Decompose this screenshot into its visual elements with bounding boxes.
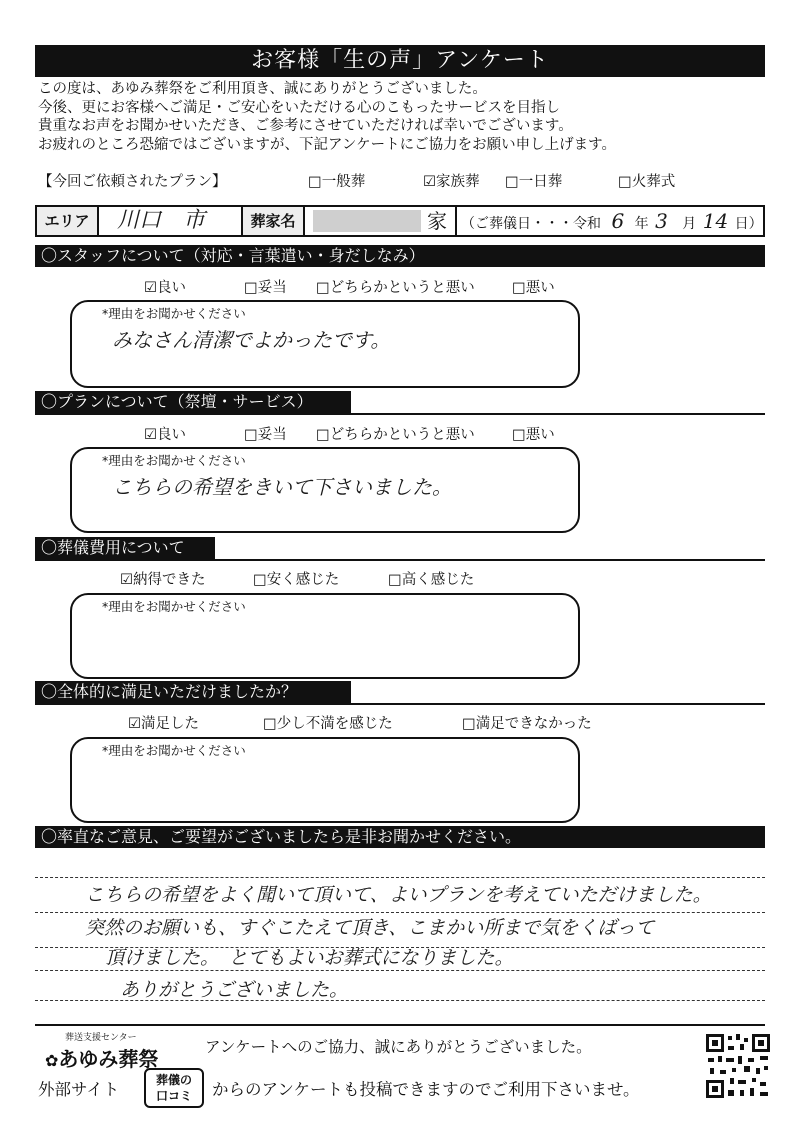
section-opinion-title: 〇率直なご意見、ご要望がございましたら是非お聞かせください。 — [35, 826, 765, 848]
reason-label: *理由をお聞かせください — [102, 453, 246, 468]
plan-option-family[interactable]: ☑家族葬 — [423, 174, 480, 190]
section-rule — [35, 703, 765, 705]
footer-thanks: アンケートへのご協力、誠にありがとうございました。 — [205, 1038, 592, 1056]
area-label: エリア — [37, 207, 97, 235]
staff-reason-answer: みなさん清潔でよかったです。 — [112, 328, 391, 352]
date-nen: 年 — [634, 216, 649, 232]
divider — [455, 207, 457, 235]
footer-rule — [35, 1024, 765, 1026]
staff-reason-box[interactable] — [70, 300, 580, 388]
date-year[interactable]: 6 — [611, 209, 625, 233]
staff-option-somewhat-bad[interactable]: □どちらかというと悪い — [316, 280, 475, 296]
staff-option-good[interactable]: ☑良い — [144, 280, 186, 296]
plan-reason-answer: こちらの希望をきいて下さいました。 — [112, 475, 452, 499]
family-name-label: 葬家名 — [243, 207, 303, 235]
logo-text: あゆみ葬祭 — [58, 1047, 159, 1071]
plan-selection-row — [38, 170, 768, 192]
dotted-line — [35, 970, 765, 971]
overall-option-not-satisfied[interactable]: □満足できなかった — [462, 716, 592, 732]
date-prefix: （ご葬儀日・・・令和 — [461, 216, 601, 232]
survey-title: お客様「生の声」アンケート — [35, 45, 765, 77]
family-suffix: 家 — [427, 209, 447, 233]
cost-option-cheap[interactable]: □安く感じた — [253, 572, 340, 588]
intro-line: この度は、あゆみ葬祭をご利用頂き、誠にありがとうございました。 — [38, 81, 487, 97]
reason-label: *理由をお聞かせください — [102, 306, 246, 321]
section-rule — [35, 559, 765, 561]
intro-text — [38, 80, 768, 154]
cost-reason-box[interactable] — [70, 593, 580, 679]
plan-quality-option-bad[interactable]: □悪い — [512, 427, 555, 443]
date-hi: 日） — [734, 216, 763, 232]
opinion-line: こちらの希望をよく聞いて頂いて、よいプランを考えていただけました。 — [85, 884, 712, 906]
section-overall-title: 〇全体的に満足いただけましたか？ — [35, 681, 351, 703]
plan-quality-option-fair[interactable]: □妥当 — [244, 427, 287, 443]
plan-reason-box[interactable] — [70, 447, 580, 533]
area-family-box — [35, 205, 765, 237]
section-rule — [35, 413, 765, 415]
intro-line: お疲れのところ恐縮ではございますが、下記アンケートにご協力をお願い申し上げます。 — [38, 136, 616, 153]
reason-label: *理由をお聞かせください — [102, 743, 246, 758]
date-tsuki: 月 — [682, 216, 697, 232]
staff-option-fair[interactable]: □妥当 — [244, 280, 287, 296]
plan-quality-option-somewhat-bad[interactable]: □どちらかというと悪い — [316, 427, 475, 443]
divider — [303, 207, 305, 235]
overall-options — [128, 712, 778, 732]
kuchikomi-top: 葬儀の — [155, 1073, 192, 1087]
plan-quality-option-good[interactable]: ☑良い — [144, 427, 186, 443]
divider — [97, 207, 99, 235]
section-cost-title: 〇葬儀費用について — [35, 537, 215, 559]
section-staff-title: 〇スタッフについて（対応・言葉遣い・身だしなみ） — [35, 245, 765, 267]
kuchikomi-bottom: 口コミ — [155, 1089, 192, 1103]
qr-code-icon[interactable] — [704, 1032, 772, 1100]
kuchikomi-logo[interactable] — [144, 1068, 204, 1108]
family-name-redacted — [313, 210, 421, 232]
dotted-line — [35, 877, 765, 878]
section-plan-title: 〇プランについて（祭壇・サービス） — [35, 391, 351, 413]
staff-options — [144, 276, 794, 296]
plan-option-oneday[interactable]: □一日葬 — [505, 174, 563, 190]
date-month[interactable]: 3 — [655, 209, 668, 233]
cost-option-expensive[interactable]: □高く感じた — [388, 572, 475, 588]
staff-option-bad[interactable]: □悪い — [512, 280, 555, 296]
date-day[interactable]: 14 — [702, 209, 729, 233]
cost-option-satisfied[interactable]: ☑納得できた — [120, 572, 206, 588]
ayumi-logo — [45, 1030, 158, 1072]
cost-options — [120, 568, 770, 588]
external-site-text: からのアンケートも投稿できますのでご利用下さいませ。 — [212, 1080, 640, 1099]
opinion-line: 頂けました。 とてもよいお葬式になりました。 — [105, 947, 514, 969]
external-site-label: 外部サイト — [38, 1080, 120, 1099]
overall-option-satisfied[interactable]: ☑満足した — [128, 716, 199, 732]
overall-reason-box[interactable] — [70, 737, 580, 823]
plan-option-cremation[interactable]: □火葬式 — [618, 174, 676, 190]
opinion-line: ありがとうございました。 — [120, 979, 349, 1001]
funeral-date — [461, 207, 763, 238]
reason-label: *理由をお聞かせください — [102, 599, 246, 614]
intro-line: 今後、更にお客様へご満足・ご安心をいただける心のこもったサービスを目指し — [38, 99, 560, 116]
intro-line: 貴重なお声をお聞かせいただき、ご参考にさせていただければ幸いでございます。 — [38, 118, 573, 134]
overall-option-slightly-dissatisfied[interactable]: □少し不満を感じた — [263, 716, 393, 732]
logo-subtitle: 葬送支援センター — [65, 1033, 137, 1043]
logo-flower-icon: ✿ — [45, 1051, 59, 1070]
area-value[interactable]: 川口 市 — [117, 208, 206, 233]
opinion-line: 突然のお願いも、すぐこたえて頂き、こまかい所まで気をくばって — [85, 917, 655, 939]
plan-quality-options — [144, 423, 794, 443]
plan-option-general[interactable]: □一般葬 — [308, 174, 366, 190]
plan-label: 【今回ご依頼されたプラン】 — [38, 174, 227, 190]
